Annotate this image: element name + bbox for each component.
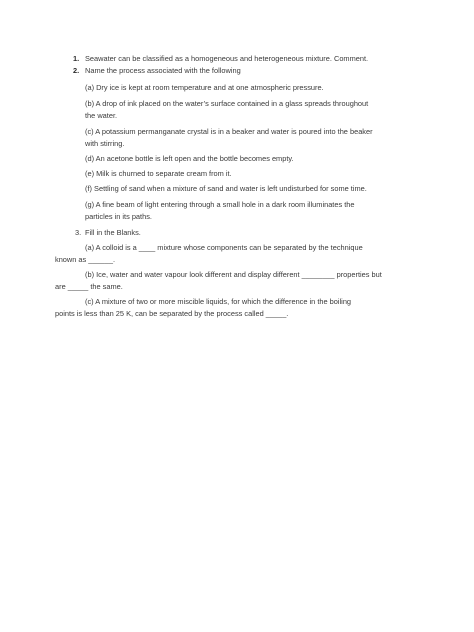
q3-item-a-line1: (a) A colloid is a ____ mixture whose components can be separated by the technique <box>85 243 363 252</box>
q2-item-b-line1: (b) A drop of ink placed on the water’s surface contained in a glass spreads throughout <box>85 99 369 108</box>
question-3-text: Fill in the Blanks. <box>85 228 141 237</box>
q3-item-c-line2: points is less than 25 K, can be separated by the process called _____. <box>55 309 289 318</box>
question-1-number: 1. <box>73 54 80 63</box>
q2-item-a: (a) Dry ice is kept at room temperature and at one atmospheric pressure. <box>85 83 324 92</box>
q2-item-d: (d) An acetone bottle is left open and the bottle becomes empty. <box>85 154 294 163</box>
q2-item-c-line1: (c) A potassium permanganate crystal is in a beaker and water is poured into the beaker <box>85 127 373 136</box>
q3-item-c-line1: (c) A mixture of two or more miscible liquids, for which the difference in the boiling <box>85 297 352 306</box>
q2-item-b-line2: the water. <box>85 111 118 120</box>
q3-item-b-line2: are _____ the same. <box>55 282 123 291</box>
q2-item-f: (f) Settling of sand when a mixture of sand and water is left undisturbed for some time. <box>85 184 367 193</box>
question-2-number: 2. <box>73 66 80 75</box>
q3-item-a-line2: known as ______. <box>55 255 115 264</box>
q2-item-e: (e) Milk is churned to separate cream from it. <box>85 169 232 178</box>
q2-item-g-line1: (g) A fine beam of light entering through a small hole in a dark room illuminates the <box>85 200 355 209</box>
q2-item-c-line2: with stirring. <box>85 139 125 148</box>
question-3-number: 3. <box>75 228 82 237</box>
q3-item-b-line1: (b) Ice, water and water vapour look different and display different ________ properties but <box>85 270 382 279</box>
q2-item-g-line2: particles in its paths. <box>85 212 152 221</box>
question-2-text: Name the process associated with the following <box>85 66 241 75</box>
question-1-text: Seawater can be classified as a homogeneous and heterogeneous mixture. Comment. <box>85 54 369 63</box>
